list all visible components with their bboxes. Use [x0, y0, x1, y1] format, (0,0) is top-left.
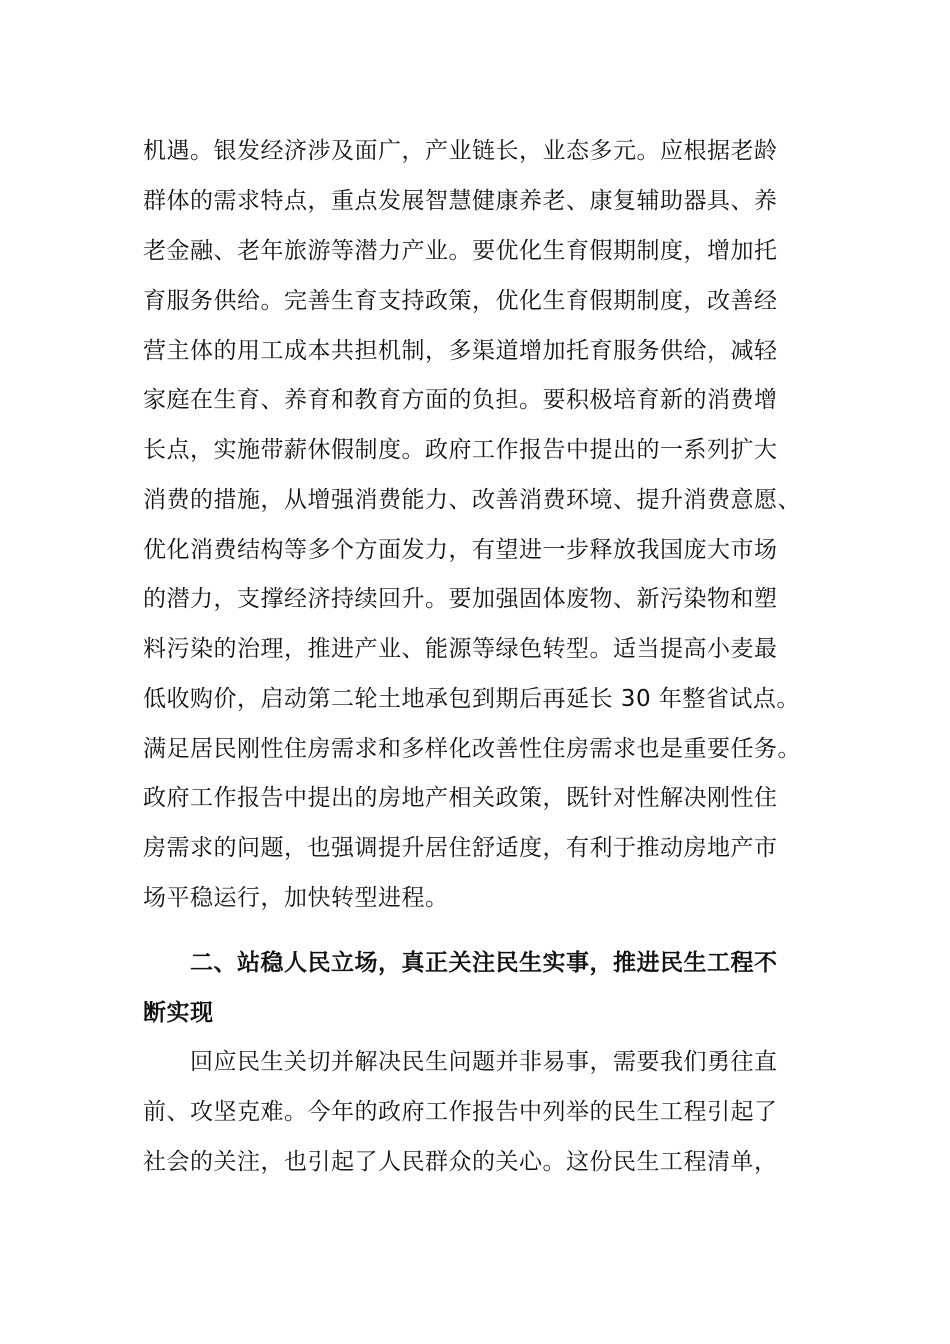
paragraph-line: 满足居民刚性住房需求和多样化改善性住房需求也是重要任务。 — [143, 736, 801, 762]
paragraph-line: 场平稳运行，加快转型进程。 — [143, 885, 449, 911]
paragraph-line: 前、攻坚克难。今年的政府工作报告中列举的民生工程引起了 — [143, 1099, 778, 1125]
paragraph-line: 营主体的用工成本共担机制，多渠道增加托育服务供给，减轻 — [143, 338, 778, 364]
paragraph-line: 房需求的问题，也强调提升居住舒适度，有利于推动房地产市 — [143, 835, 778, 861]
paragraph-line: 消费的措施，从增强消费能力、改善消费环境、提升消费意愿、 — [143, 487, 801, 513]
paragraph-line: 育服务供给。完善生育支持政策，优化生育假期制度，改善经 — [143, 288, 778, 314]
paragraph-line: 长点，实施带薪休假制度。政府工作报告中提出的一系列扩大 — [143, 437, 778, 463]
paragraph-line: 群体的需求特点，重点发展智慧健康养老、康复辅助器具、养 — [143, 188, 778, 214]
heading-line: 二、站稳人民立场，真正关注民生实事，推进民生工程不 — [190, 950, 778, 976]
paragraph-line: 低收购价，启动第二轮土地承包到期后再延长 30 年整省试点。 — [143, 686, 800, 712]
paragraph-line: 机遇。银发经济涉及面广，产业链长，业态多元。应根据老龄 — [143, 138, 778, 164]
paragraph-line: 优化消费结构等多个方面发力，有望进一步释放我国庞大市场 — [143, 537, 778, 563]
paragraph-line: 的潜力，支撑经济持续回升。要加强固体废物、新污染物和塑 — [143, 586, 778, 612]
paragraph-line: 回应民生关切并解决民生问题并非易事，需要我们勇往直 — [190, 1049, 778, 1075]
paragraph-line: 政府工作报告中提出的房地产相关政策，既针对性解决刚性住 — [143, 785, 778, 811]
paragraph-line: 家庭在生育、养育和教育方面的负担。要积极培育新的消费增 — [143, 387, 778, 413]
paragraph-line: 料污染的治理，推进产业、能源等绿色转型。适当提高小麦最 — [143, 636, 778, 662]
paragraph-line: 老金融、老年旅游等潜力产业。要优化生育假期制度，增加托 — [143, 238, 778, 264]
paragraph-line: 社会的关注，也引起了人民群众的关心。这份民生工程清单， — [143, 1149, 778, 1175]
heading-line: 断实现 — [143, 1000, 214, 1026]
